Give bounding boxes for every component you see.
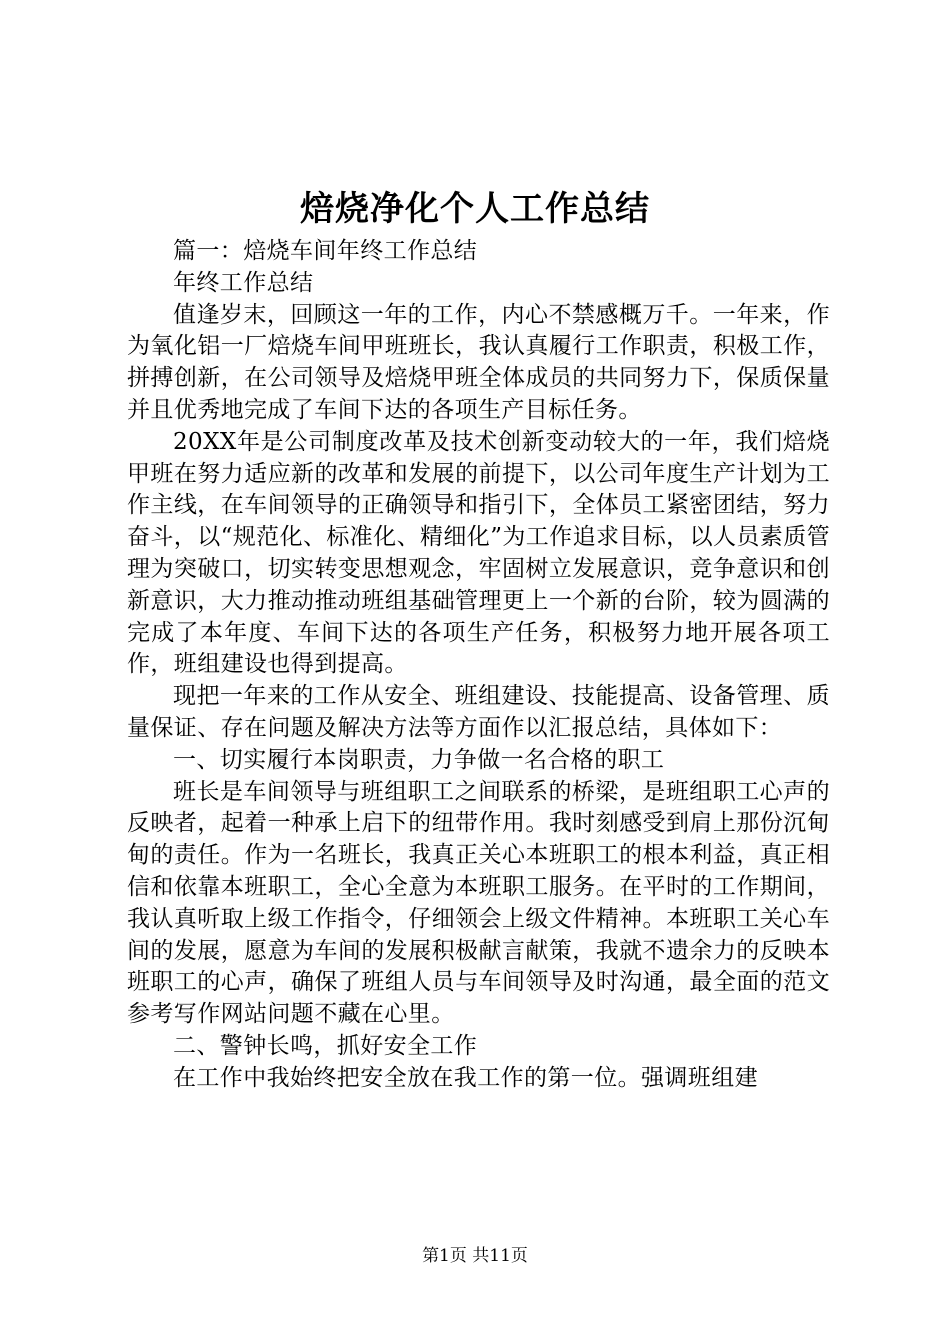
document-body <box>127 236 830 1095</box>
section-heading: 一、切实履行本岗职责，力争做一名合格的职工 <box>173 746 665 773</box>
paragraph: 现把一年来的工作从安全、班组建设、技能提高、设备管理、质量保证、存在问题及解决方法等方面作以汇报总结，具体如下： <box>127 683 830 741</box>
paragraph-chapter-heading: 篇一：焙烧车间年终工作总结 <box>173 238 478 264</box>
paragraph: 20XX年是公司制度改革及技术创新变动较大的一年，我们焙烧甲班在努力适应新的改革和发展的前提下，以公司年度生产计划为工作主线，在车间领导的正确领导和指引下，全体员工紧密团结，努力奋斗，以“规范化、标准化、精细化”为工作追求目标，以人员素质管理为突破口，切实转变思想观念，牢固树立发展意识，竞争意识和创新意识，大力推动推动班组基础管理更上一个新的台阶，较为圆满的完成了本年度、车间下达的各项生产任务，积极努力地开展各项工作，班组建设也得到提高。 <box>127 428 830 678</box>
page-footer: 第1页 共11页 <box>422 1246 528 1266</box>
paragraph-subtitle: 年终工作总结 <box>173 269 314 296</box>
paragraph: 在工作中我始终把安全放在我工作的第一位。强调班组建 <box>173 1064 758 1091</box>
paragraph: 班长是车间领导与班组职工之间联系的桥梁，是班组职工心声的反映者，起着一种承上启下的纽带作用。我时刻感受到肩上那份沉甸甸的责任。作为一名班长，我真正关心本班职工的根本利益，真正相信和依靠本班职工，全心全意为本班职工服务。在平时的工作期间，我认真听取上级工作指令，仔细领会上级文件精神。本班职工关心车间的发展，愿意为车间的发展积极献言献策，我就不遗余力的反映本班职工的心声，确保了班组人员与车间领导及时沟通，最全面的范文参考写作网站问题不藏在心里。 <box>127 778 830 1028</box>
section-heading: 二、警钟长鸣，抓好安全工作 <box>173 1032 478 1059</box>
paragraph: 值逢岁末，回顾这一年的工作，内心不禁感概万千。一年来，作为氧化铝一厂焙烧车间甲班班长，我认真履行工作职责，积极工作，拼搏创新，在公司领导及焙烧甲班全体成员的共同努力下，保质保量并且优秀地完成了车间下达的各项生产目标任务。 <box>127 301 830 423</box>
document-title: 焙烧净化个人工作总结 <box>300 189 650 229</box>
